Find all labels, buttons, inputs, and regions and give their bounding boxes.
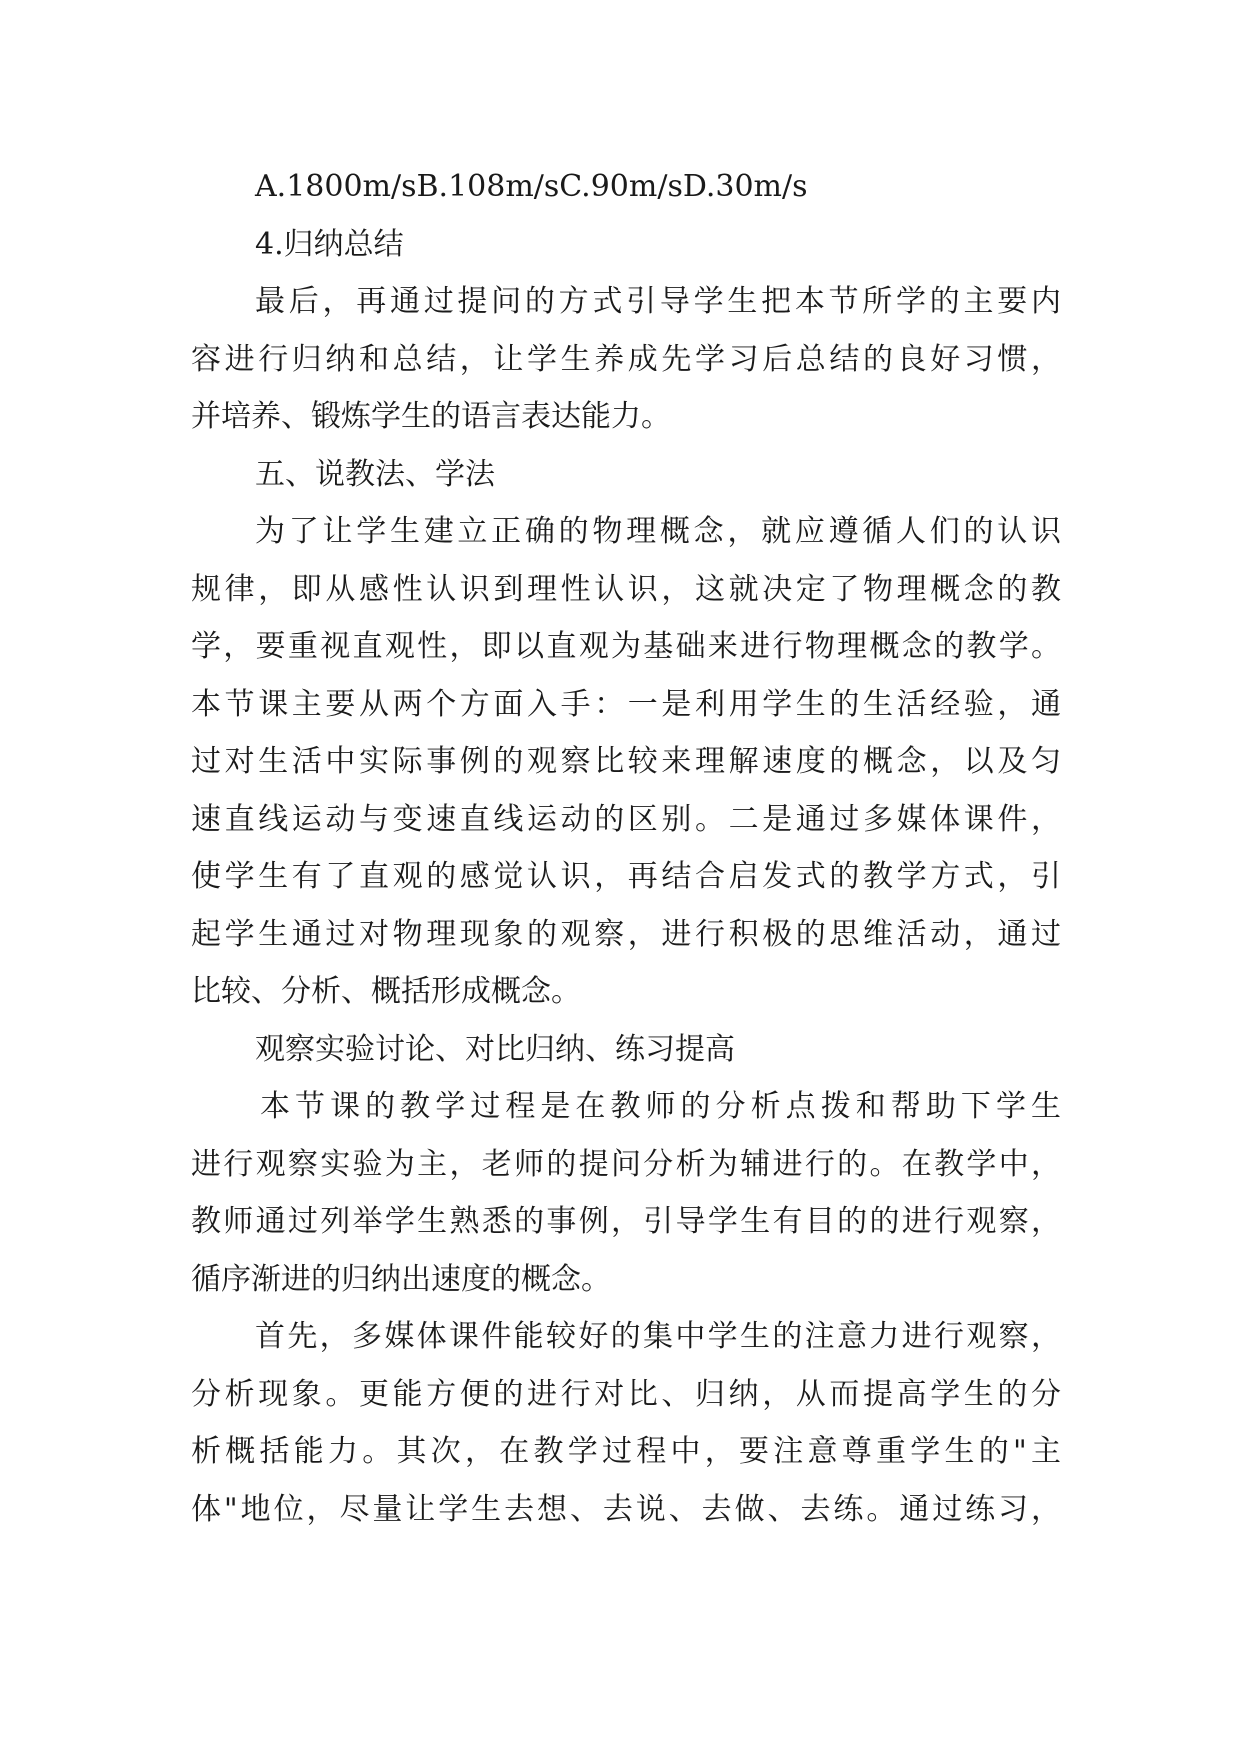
paragraph-line: 学，要重视直观性，即以直观为基础来进行物理概念的教学。 xyxy=(191,629,1061,664)
paragraph-line: 比较、分析、概括形成概念。 xyxy=(191,974,581,1009)
paragraph-line: 体"地位，尽量让学生去想、去说、去做、去练。通过练习， xyxy=(191,1491,1061,1527)
answer-options-line: A.1800m/sB.108m/sC.90m/sD.30m/s xyxy=(255,169,808,204)
paragraph-line: 使学生有了直观的感觉认识，再结合启发式的教学方式，引 xyxy=(191,859,1061,894)
paragraph-line: 析概括能力。其次，在教学过程中，要注意尊重学生的"主 xyxy=(191,1434,1061,1469)
paragraph-line: 本节课主要从两个方面入手：一是利用学生的生活经验，通 xyxy=(191,686,1061,722)
paragraph-line: 为了让学生建立正确的物理概念，就应遵循人们的认识 xyxy=(255,514,1061,549)
section-heading-methods: 五、说教法、学法 xyxy=(255,456,495,492)
paragraph-line: 最后，再通过提问的方式引导学生把本节所学的主要内 xyxy=(255,284,1061,319)
paragraph-line: 教师通过列举学生熟悉的事例，引导学生有目的的进行观察， xyxy=(191,1204,1061,1239)
paragraph-line: 过对生活中实际事例的观察比较来理解速度的概念，以及匀 xyxy=(191,744,1061,779)
paragraph-line: 首先，多媒体课件能较好的集中学生的注意力进行观察， xyxy=(255,1319,1061,1354)
section-heading-summary: 4.归纳总结 xyxy=(255,226,404,262)
paragraph-line: 起学生通过对物理现象的观察，进行积极的思维活动，通过 xyxy=(191,916,1061,952)
paragraph-line: 循序渐进的归纳出速度的概念。 xyxy=(191,1261,611,1297)
section-heading-process: 观察实验讨论、对比归纳、练习提高 xyxy=(255,1031,735,1067)
paragraph-line: 规律，即从感性认识到理性认识，这就决定了物理概念的教 xyxy=(191,571,1061,607)
paragraph-line: 速直线运动与变速直线运动的区别。二是通过多媒体课件， xyxy=(191,801,1061,837)
paragraph-line: 进行观察实验为主，老师的提问分析为辅进行的。在教学中， xyxy=(191,1146,1061,1182)
paragraph-line: 分析现象。更能方便的进行对比、归纳，从而提高学生的分 xyxy=(191,1376,1061,1412)
paragraph-line: 容进行归纳和总结，让学生养成先学习后总结的良好习惯， xyxy=(191,341,1061,377)
document-body xyxy=(191,158,1061,1538)
paragraph-line: 本节课的教学过程是在教师的分析点拨和帮助下学生 xyxy=(260,1089,1061,1124)
paragraph-line: 并培养、锻炼学生的语言表达能力。 xyxy=(191,399,671,434)
